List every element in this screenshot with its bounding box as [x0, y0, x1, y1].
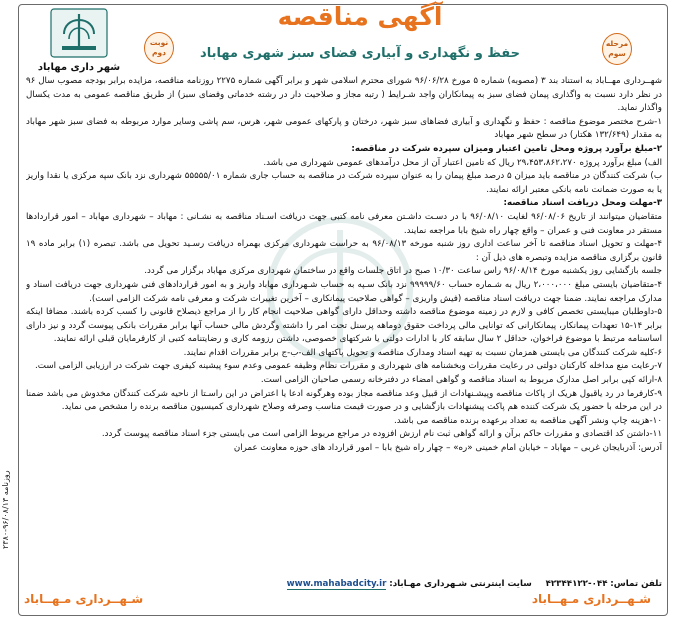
address-line: آدرس: آذربایجان غربی – مهاباد – خیابان امام خمینی «ره» – چهار راه شیخ بابا – امور قرارداد های حوزه معاونت عمران — [233, 443, 662, 454]
clause-2-heading: ۲-مبلغ برآورد پروژه ومحل تامین اعتبار ومیزان سپرده شرکت در مناقصه: — [351, 143, 662, 154]
notice-subtitle: حفظ و نگهداری و آبیاری فضای سبز شهری مهاباد — [200, 46, 520, 61]
intro-paragraph: شهــرداری مهــاباد به استناد بند ۳ (مصوبه) شماره ۵ مورخ ۹۶/۰۶/۲۸ شورای محترم اسلامی شهر و برابر آگهی شماره ۲۲۷۵ روزنامه مناقصه، مزایده برابر بودجه مصوب سال ۹۶ در نظر دارد نسبت به واگذاری پیمان فضای سبز به پیمانکاران واجد شـرایط ( رتبه مجاز و صلاحیت دار در رشته خدماتی وفضای سبز) از طریق مناقصه عمومی به مدت یکسال واگذار نماید. — [26, 76, 662, 114]
clause-7: ۷-رعایت منع مداخله کارکنان دولتی در رعایت مقررات وبخشنامه های شهرداری و مقررات نظام وظیفه عمومی وعدم سوء پیشینه کیفری جهت شرکت در ارزیابی الزامی است. — [35, 361, 662, 372]
clause-opening-session: جلسه بازگشایی روز یکشنبه مورخ ۹۶/۰۸/۱۴ راس ساعت ۱۰/۳۰ صبح در اتاق جلسات واقع در ساختمان شهرداری مرکزی مهاباد برگزار می گردد. — [144, 266, 662, 277]
clause-3: متقاضیان میتوانند از تاریخ ۹۶/۰۸/۰۶ لغایت ۹۶/۰۸/۱۰ با در دسـت داشـتن معرفی نامه کتبی جهت دریافت اسـناد مناقصه به نشـانی : مهاباد – شهرداری مهاباد – امور قراردادها مستقر در معاونت فنی و عمران – واقع چهار راه شیخ بابا مراجعه نمایند. — [26, 211, 662, 236]
publication-code: روزنامه ۹۶/۰۸/۱۳-۲۳۸۰ — [1, 470, 10, 549]
phone-label: تلفن تماس: — [610, 579, 662, 589]
stage-badge: مرحله سوم — [602, 33, 632, 65]
clause-9: ۹-کارفرما در رد یاقبول هریک از پاکات مناقصه وپیشـنهادات از قبیل وعد مناقصه مجاز بوده وهرگونه ادعا یا اعتراض در این راسـتا از ناحیه شرکت کنندگان مخدوش می باشد ضمنا در این مرحله با حضور یک شرکت کننده هم پاکت پیشنهادات بازگشایی و در صورت قیمت مناسب وصرفه وصلاح شهرداری کمیسیون مناقصه برنده را مشخص می نماید. — [26, 388, 662, 413]
clause-2a: الف) مبلغ برآورد پروژه ۲۹،۴۵۳،۸۶۲،۲۷۰ ریال که تامین اعتبار آن از محل درآمدهای عمومی شهرداری می باشد. — [263, 157, 662, 168]
clause-4-deadline: ۴-مهلت و تحویل اسناد مناقصه تا آخر ساعت اداری روز شنبه مورخه ۹۶/۰۸/۱۳ به حراست شهرداری مرکزی بهمراه دریافت رسـید تحویل می باشد. تبصره (۱) برابر ماده ۱۹ قانون برگزاری مناقصه مزایده وتبصره های ذیل آن : — [26, 239, 662, 263]
clause-10: ۱۰-هزینه چاپ ونشر آگهی مناقصه به تعداد برعهده برنده مناقصه می باشد. — [394, 415, 662, 426]
notice-title: آگهی مناقصه — [277, 2, 443, 31]
municipality-logo — [50, 8, 108, 58]
footer-signature-right: شـهــرداری مـهــاباد — [531, 592, 651, 606]
clause-6: ۶-کلیه شرکت کنندگان می بایستی همزمان نسبت به تهیه اسناد ومدارک مناقصه و تحویل پاکتهای الف-ب-ج برابر مقررات اقدام نمایند. — [183, 347, 662, 358]
phone-number: ۰۴۴-۴۲۳۴۴۱۲۲ — [545, 579, 608, 589]
clause-11: ۱۱-داشتن کد اقتصادی و مقررات حاکم برآن و ارائه گواهی ثبت نام ارزش افزوده در مراجع مربوط الزامی است می بایستی جزء اسناد مناقصه پیوست گردد. — [101, 429, 662, 440]
notice-body — [26, 75, 662, 580]
logo-caption: شهر داری مهاباد — [37, 62, 121, 73]
clause-3-heading: ۳-مهلت ومحل دریافت اسناد مناقصه: — [503, 198, 662, 209]
clause-5: ۵-داوطلبان میبایستی تخصص کافی و لازم در زمینه موضوع مناقصه داشته وحداقل دارای گواهی صلاحیت انجام کار را از مراجع ذیصلاح قانونی را کسب کرده باشند. مضافا اینکه برابر ۱۴-۱۵ تعهدات پیمانکار، پیمانکارانی که توانایی مالی پرداخت حقوق دوماهه پرسنل تحت امر را داشته وگردش مالی حساب آنها برابر مقررات بانکی پیوست گردد و نیز دارای اساسنامه مرتبط با موضوع فراخوان، حداقل ۲ سال سابقه کار با ادارات دولتی یا شرکتهای خصوصی، داشتن رزومه کاری و رضایتنامه کتبی از کارفرمایان قبلی ارائه نمایند. — [26, 307, 662, 345]
clause-2b: ب) شرکت کنندگان در مناقصه باید میزان ۵ درصد مبلغ پیمان را به عنوان سپرده شرکت در مناقصه به حساب جاری شماره ۵۵۵۵۵/۰۱ شهرداری نزد بانک سپه مرکزی یا نقدا واریز یا به صورت ضمانت نامه بانکی معتبر ارائه نمایند. — [26, 171, 662, 195]
website-label: سایت اینترنتی شـهرداری مهـاباد: — [389, 579, 532, 589]
clause-4-fee: ۴-متقاضیان بایستی مبلغ ۲،۰۰۰،۰۰۰ ریال به شـماره حساب ۹۹۹۹۹/۶۰ نزد بانک سـپه به حساب شـهرداری مهاباد واریز و به امور قراردادهای فنی شهرداری جهت دریافت اسناد و مدارک مراجعه نمایند. ضمنا جهت دریافت اسناد مناقصه (فیش واریزی – گواهی صلاحیت پیمانکاری – آخرین تغییرات شرکت و معرفی نامه شرکت الزامی است). — [26, 279, 662, 304]
contact-line — [26, 578, 662, 592]
website-link[interactable]: www.mahabadcity.ir — [286, 579, 387, 589]
round-badge: نوبت دوم — [144, 32, 174, 64]
footer-signature-left: شـهــرداری مـهــاباد — [24, 592, 144, 606]
clause-8: ۸-ارائه کپی برابر اصل مدارک مربوط به اسناد مناقصه و گواهی امضاء در دفترخانه رسمی صاحبان الزامی است. — [260, 375, 662, 386]
clause-1: ۱-شرح مختصر موضوع مناقصه : حفظ و نگهداری و آبیاری فضاهای سبز شهر، درختان و پارکهای عمومی شهر، هرس، سم پاشی وسایر موارد مربوطه به فضای سبز شهر مهاباد به مقدار (۱۳۲/۶۴۹ هکتار) در سطح شهر مهاباد — [26, 116, 662, 141]
